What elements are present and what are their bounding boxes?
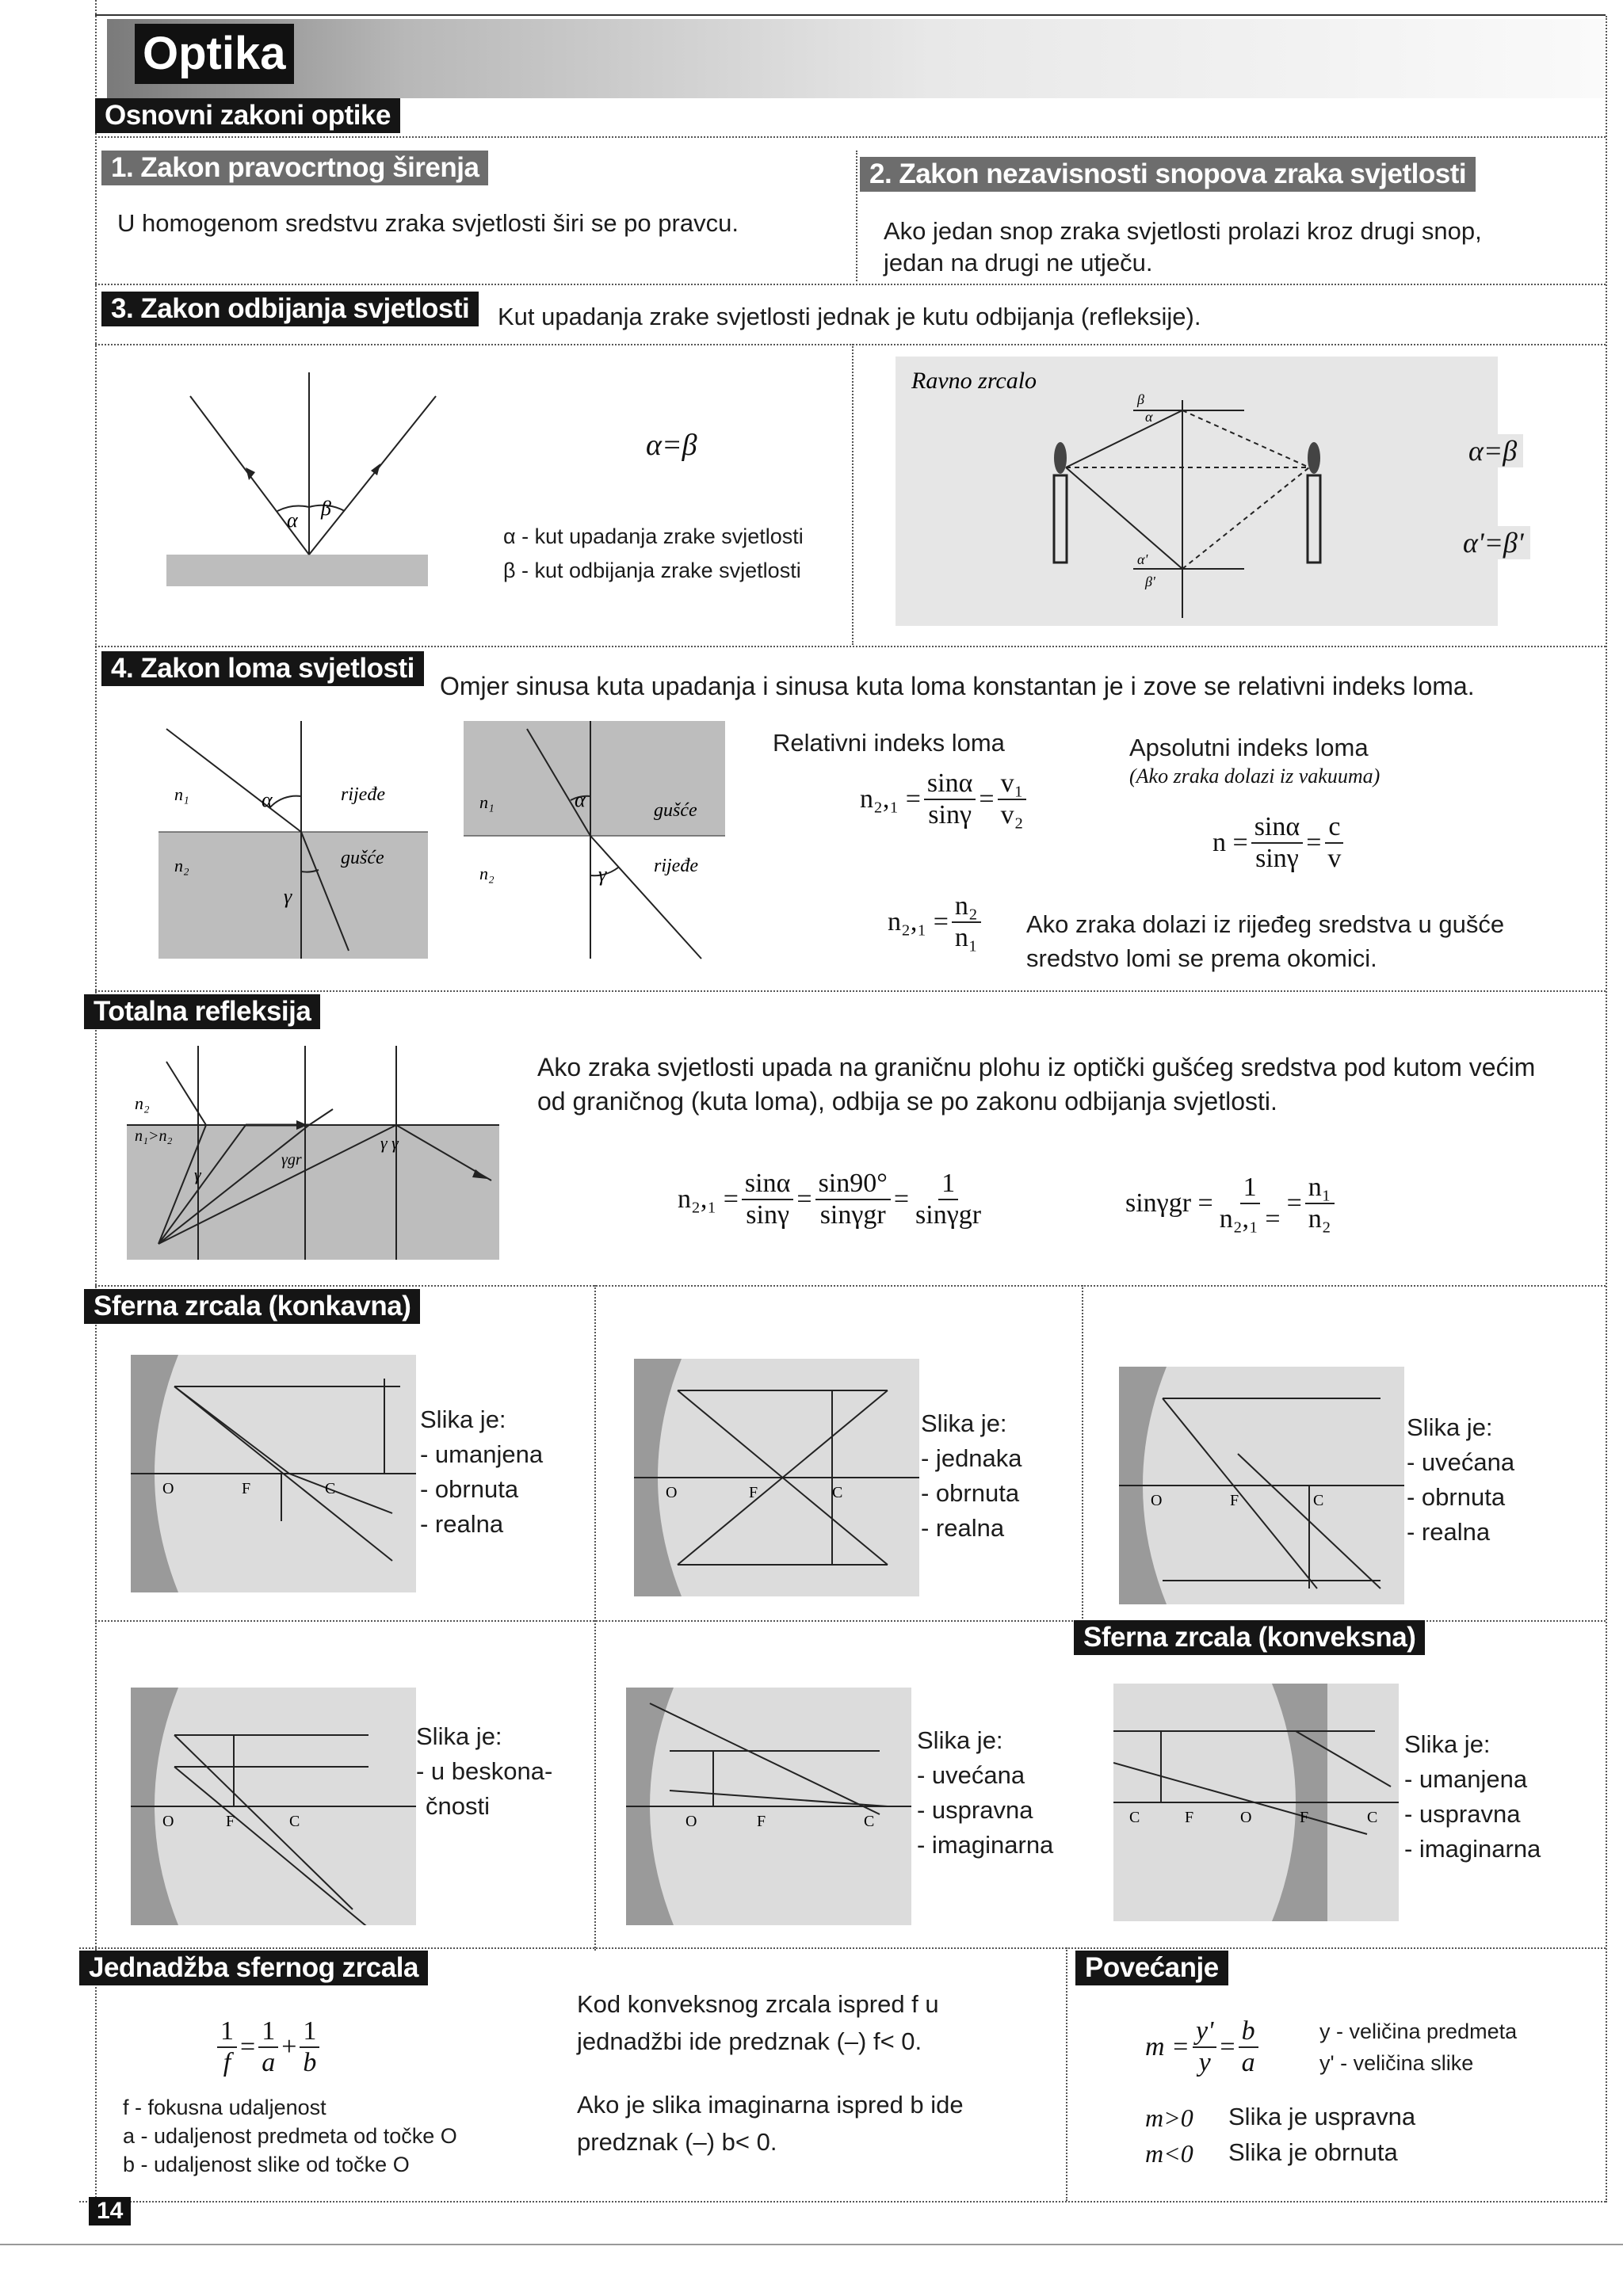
svg-text:α: α xyxy=(1145,409,1153,425)
mirror-eq1: α=β xyxy=(1462,434,1523,467)
refraction-diagram-1 xyxy=(151,713,436,967)
section-osnovni-zakoni: Osnovni zakoni optike xyxy=(95,98,400,133)
svg-text:γ γ: γ γ xyxy=(380,1133,399,1153)
svg-text:F: F xyxy=(242,1480,251,1497)
law2-line2: jedan na drugi ne utječu. xyxy=(884,249,1153,277)
left-border xyxy=(95,0,97,2210)
divider xyxy=(95,284,1606,285)
formula-den: v xyxy=(1327,844,1342,873)
svg-text:α: α xyxy=(287,509,298,532)
formula-den: sinγgr xyxy=(915,1200,982,1230)
prop: - obrnuta xyxy=(1407,1483,1506,1511)
svg-text:Ravno zrcalo: Ravno zrcalo xyxy=(911,368,1037,394)
plane-mirror-diagram xyxy=(896,357,1498,626)
svg-text:γ: γ xyxy=(284,885,292,908)
y-def: y - veličina predmeta xyxy=(1319,2019,1518,2043)
formula-den: v₂ xyxy=(1000,800,1024,830)
formula-den: b xyxy=(303,2048,317,2077)
svg-text:gušće: gušće xyxy=(341,848,384,868)
label: Slika je: xyxy=(1407,1413,1493,1441)
formula-lhs: sinγgr = xyxy=(1125,1188,1213,1218)
right-border xyxy=(1606,16,1607,2203)
svg-text:O: O xyxy=(1151,1492,1163,1509)
a-def: a - udaljenost predmeta od točke O xyxy=(123,2124,457,2148)
svg-text:n₁>n₂: n₁>n₂ xyxy=(135,1127,173,1145)
law3-text: Kut upadanja zrake svjetlosti jednak je kutu odbijanja (refleksije). xyxy=(498,303,1201,330)
svg-text:O: O xyxy=(162,1480,174,1497)
prop: - realna xyxy=(921,1514,1005,1542)
concave-diagram-2 xyxy=(634,1359,919,1600)
svg-text:F: F xyxy=(226,1813,235,1830)
image-props-5 xyxy=(917,1723,1053,1863)
page-bottom-edge xyxy=(0,2244,1623,2245)
abs-index-note: (Ako zraka dolazi iz vakuuma) xyxy=(1129,765,1381,788)
abs-index-title: Apsolutni indeks loma xyxy=(1129,734,1369,761)
total-reflection-title: Totalna refleksija xyxy=(84,994,320,1029)
concave-diagram-5 xyxy=(626,1688,911,1929)
imag-note-1: Ako je slika imaginarna ispred b ide xyxy=(577,2091,964,2119)
svg-text:F: F xyxy=(1185,1809,1194,1826)
total-reflection-diagram xyxy=(127,1038,507,1268)
svg-text:O: O xyxy=(685,1813,697,1830)
formula-num: b xyxy=(1239,2016,1258,2048)
formula-den: a xyxy=(1241,2048,1255,2077)
svg-text:O: O xyxy=(666,1484,678,1501)
page-number: 14 xyxy=(89,2197,131,2225)
total-line1: Ako zraka svjetlosti upada na graničnu plohu iz optički gušćeg sredstva pod kutom većim xyxy=(537,1053,1536,1081)
svg-text:n₂: n₂ xyxy=(479,864,495,883)
svg-text:C: C xyxy=(864,1813,875,1830)
divider xyxy=(95,136,1606,138)
svg-text:F: F xyxy=(749,1484,758,1501)
formula-num: c xyxy=(1325,812,1343,844)
law2-title: 2. Zakon nezavisnosti snopova zraka svjetlosti xyxy=(860,157,1476,192)
svg-text:C: C xyxy=(1367,1809,1378,1826)
divider xyxy=(79,1947,1606,1949)
svg-text:rijeđe: rijeđe xyxy=(654,856,698,876)
divider xyxy=(95,1285,1606,1287)
rel-index-formula: n₂,₁ = $\frac{\sin\alpha}{\sin\gamma}$ = $\frac{\text{v₁}}{\text{v₂}}$ xyxy=(860,769,1029,830)
title-banner xyxy=(107,19,1605,98)
y2-def: y' - veličina slike xyxy=(1319,2051,1474,2075)
law1-title: 1. Zakon pravocrtnog širenja xyxy=(101,151,488,185)
prop: - realna xyxy=(420,1510,504,1538)
prop: - uvećana xyxy=(1407,1448,1515,1476)
formula-den: y xyxy=(1198,2048,1211,2077)
divider xyxy=(95,990,1606,992)
prop: - umanjena xyxy=(1404,1765,1528,1793)
prop: čnosti xyxy=(426,1792,490,1820)
prop: - imaginarna xyxy=(1404,1835,1541,1863)
concave-diagram-1 xyxy=(131,1355,416,1596)
svg-text:n₂: n₂ xyxy=(135,1093,150,1113)
law4-text: Omjer sinusa kuta upadanja i sinusa kuta loma konstantan je i zove se relativni indeks loma. xyxy=(440,672,1475,700)
formula-num: n₁ xyxy=(1305,1173,1335,1204)
svg-text:F: F xyxy=(757,1813,766,1830)
svg-text:β': β' xyxy=(1145,574,1155,589)
formula-den: sinγgr xyxy=(819,1200,886,1230)
formula-num: sinα xyxy=(742,1169,794,1200)
label: Slika je: xyxy=(416,1722,502,1750)
formula-den: sinγ xyxy=(928,800,972,830)
svg-text:n₂: n₂ xyxy=(174,856,189,875)
svg-text:C: C xyxy=(1129,1809,1140,1826)
image-props-6 xyxy=(1404,1727,1541,1867)
divider xyxy=(1082,1285,1083,1622)
formula-lhs: n = xyxy=(1212,828,1248,857)
formula-lhs: m = xyxy=(1145,2032,1190,2061)
beta-def: β - kut odbijanja zrake svjetlosti xyxy=(503,559,801,582)
formula-num: sin90° xyxy=(815,1169,891,1200)
svg-text:C: C xyxy=(1313,1492,1324,1509)
divider xyxy=(856,151,857,281)
divider xyxy=(1066,1947,1067,2201)
svg-text:O: O xyxy=(1240,1809,1252,1826)
convex-note-1: Kod konveksnog zrcala ispred f u xyxy=(577,1990,939,2018)
m-positive-text: Slika je uspravna xyxy=(1228,2103,1416,2130)
svg-text:rijeđe: rijeđe xyxy=(341,784,385,805)
mirror-eq2: α'=β' xyxy=(1457,526,1530,559)
svg-text:n₁: n₁ xyxy=(479,792,495,812)
total-formula-2: sinγgr = $\frac{1}{\text{n₂,₁ =}}$ = $\frac{\text{n₁}}{\text{n₂}}$ xyxy=(1125,1173,1338,1234)
svg-text:α': α' xyxy=(1137,551,1148,567)
svg-text:gušće: gušće xyxy=(654,800,697,821)
formula-num: v₁ xyxy=(998,769,1027,800)
rel-index-formula-2 xyxy=(888,891,984,953)
refraction-note-2: sredstvo lomi se prema okomici. xyxy=(1026,944,1377,972)
label: Slika je: xyxy=(917,1726,1003,1754)
formula-num: 1 xyxy=(938,1169,958,1200)
m-negative: m<0 xyxy=(1145,2139,1193,2168)
svg-text:C: C xyxy=(325,1480,336,1497)
concave-diagram-4 xyxy=(131,1688,416,1929)
prop: - realna xyxy=(1407,1518,1491,1546)
svg-text:α: α xyxy=(262,788,273,811)
svg-text:β: β xyxy=(321,497,331,520)
label: Slika je: xyxy=(921,1409,1007,1437)
formula-den: n₂ xyxy=(1308,1204,1331,1234)
prop: - u beskona- xyxy=(416,1757,553,1785)
formula-lhs: n₂,₁ = xyxy=(860,784,921,814)
formula-den: n₁ xyxy=(954,923,978,952)
f-def: f - fokusna udaljenost xyxy=(123,2096,327,2119)
law2-line1: Ako jedan snop zraka svjetlosti prolazi kroz drugi snop, xyxy=(884,217,1482,245)
concave-title: Sferna zrcala (konkavna) xyxy=(84,1289,420,1324)
label: Slika je: xyxy=(1404,1730,1491,1758)
svg-text:C: C xyxy=(832,1484,843,1501)
formula-num: 1 xyxy=(217,2016,237,2048)
law1-text: U homogenom sredstvu zraka svjetlosti širi se po pravcu. xyxy=(117,209,739,237)
formula-lhs: n₂,₁ = xyxy=(888,907,949,936)
magnification-formula: m = $\frac{y'}{y}$ = $\frac{b}{a}$ xyxy=(1145,2016,1262,2078)
image-props-3 xyxy=(1407,1410,1514,1550)
law3-eq: α=β xyxy=(646,429,697,462)
prop: - jednaka xyxy=(921,1444,1022,1472)
refraction-diagram-2 xyxy=(456,713,741,967)
formula-num: sinα xyxy=(924,769,976,800)
m-negative-text: Slika je obrnuta xyxy=(1228,2138,1398,2166)
convex-note-2: jednadžbi ide predznak (–) f< 0. xyxy=(577,2027,922,2055)
svg-text:γ: γ xyxy=(598,863,607,886)
svg-text:n₁: n₁ xyxy=(174,784,189,804)
law4-title: 4. Zakon loma svjetlosti xyxy=(101,651,424,686)
svg-text:α: α xyxy=(575,788,586,811)
formula-num: 1 xyxy=(1240,1173,1260,1204)
formula-num: 1 xyxy=(300,2016,319,2048)
prop: - obrnuta xyxy=(420,1475,519,1503)
m-positive: m>0 xyxy=(1145,2103,1193,2132)
formula-den: sinγ xyxy=(746,1200,789,1230)
equation-title: Jednadžba sfernog zrcala xyxy=(79,1951,428,1985)
convex-title: Sferna zrcala (konveksna) xyxy=(1074,1620,1425,1655)
svg-text:γgr: γgr xyxy=(281,1151,302,1169)
divider xyxy=(95,646,1606,647)
label: Slika je: xyxy=(420,1405,506,1433)
abs-index-formula: n = $\frac{\sin\alpha}{\sin\gamma}$ = $\frac{c}{v}$ xyxy=(1212,812,1347,874)
formula-den: n₂,₁ = xyxy=(1219,1204,1281,1234)
refraction-note-1: Ako zraka dolazi iz rijeđeg sredstva u gušće xyxy=(1026,910,1505,938)
divider xyxy=(852,344,854,645)
formula-den: a xyxy=(262,2048,276,2077)
total-formula-1: n₂,₁ = $\frac{\sin\alpha}{\sin\gamma}$ = $\frac{\sin 90^\circ}{\text{sinγgr}}$ = $\frac{1}{\text{sinγgr}}$ xyxy=(678,1169,987,1230)
top-border xyxy=(95,14,1606,16)
formula-num: n₂ xyxy=(952,891,981,923)
magnification-title: Povećanje xyxy=(1075,1951,1228,1985)
reflection-diagram xyxy=(151,364,483,602)
svg-text:F: F xyxy=(1230,1492,1239,1509)
alpha-def: α - kut upadanja zrake svjetlosti xyxy=(503,524,804,548)
image-props-1 xyxy=(420,1402,543,1542)
image-props-4 xyxy=(416,1719,552,1824)
prop: - uspravna xyxy=(1404,1800,1521,1828)
prop: - uvećana xyxy=(917,1761,1025,1789)
formula-num: 1 xyxy=(258,2016,278,2048)
page-title: Optika xyxy=(135,24,294,84)
prop: - imaginarna xyxy=(917,1831,1054,1859)
convex-diagram xyxy=(1113,1684,1399,1925)
formula-den: f xyxy=(223,2048,231,2077)
formula-num: y' xyxy=(1193,2016,1216,2048)
formula-lhs: n₂,₁ = xyxy=(678,1184,739,1214)
b-def: b - udaljenost slike od točke O xyxy=(123,2153,410,2176)
svg-text:F: F xyxy=(1300,1809,1309,1826)
image-props-2 xyxy=(921,1406,1022,1546)
divider xyxy=(79,2201,1606,2203)
divider xyxy=(95,344,1606,345)
rel-index-title: Relativni indeks loma xyxy=(773,729,1005,757)
law3-title: 3. Zakon odbijanja svjetlosti xyxy=(101,292,479,326)
svg-text:O: O xyxy=(162,1813,174,1830)
svg-text:γ: γ xyxy=(194,1165,201,1184)
prop: - umanjena xyxy=(420,1440,544,1468)
mirror-equation: $\frac{1}{f}$ = $\frac{1}{a}$ + $\frac{1}{b}$ xyxy=(214,2016,323,2078)
total-line2: od graničnog (kuta loma), odbija se po zakonu odbijanja svjetlosti. xyxy=(537,1087,1277,1116)
svg-text:β: β xyxy=(1137,391,1144,407)
prop: - obrnuta xyxy=(921,1479,1020,1507)
prop: - uspravna xyxy=(917,1796,1033,1824)
concave-diagram-3 xyxy=(1119,1367,1404,1608)
divider xyxy=(594,1285,596,1951)
svg-text:C: C xyxy=(289,1813,300,1830)
formula-den: sinγ xyxy=(1255,844,1299,873)
formula-num: sinα xyxy=(1251,812,1304,844)
imag-note-2: predznak (–) b< 0. xyxy=(577,2128,777,2156)
